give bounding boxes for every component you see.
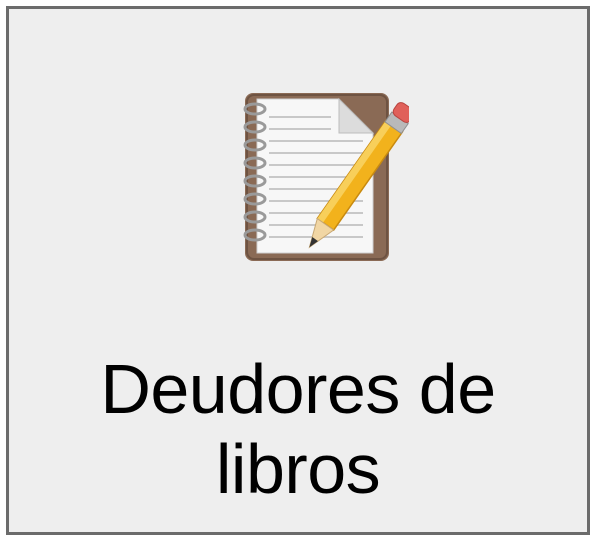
tile-label-line-1: Deudores de [100, 350, 496, 428]
notebook-pencil-icon [235, 85, 409, 277]
tile-label [9, 349, 587, 509]
deudores-de-libros-tile[interactable] [6, 6, 590, 535]
tile-label-line-2: libros [215, 430, 381, 508]
